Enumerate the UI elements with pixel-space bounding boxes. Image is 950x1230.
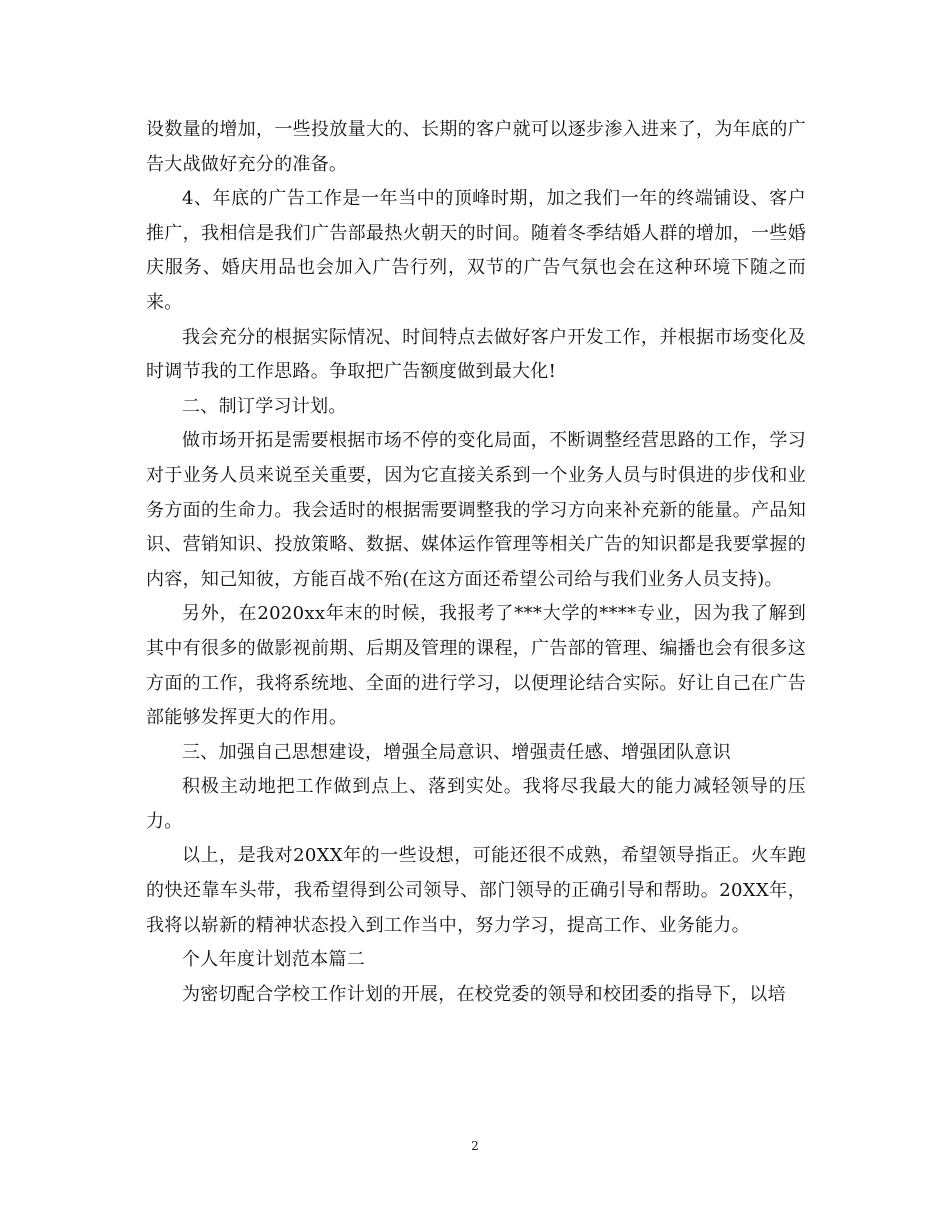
paragraph-year-end-advertising: 4、年底的广告工作是一年当中的顶峰时期，加之我们一年的终端铺设、客户推广，我相信是我们广告部最热火朝天的时间。随着冬季结婚人群的增加，一些婚庆服务、婚庆用品也会加入广告行列，双节的广告气氛也会在这种环境下随之而来。 <box>146 188 806 313</box>
paragraph-continuation: 设数量的增加，一些投放量大的、长期的客户就可以逐步渗入进来了，为年底的广告大战做好充分的准备。 <box>146 119 806 175</box>
section-heading-study-plan: 二、制订学习计划。 <box>182 395 347 417</box>
paragraph-summary: 以上，是我对20XX年的一些设想，可能还很不成熟，希望领导指正。火车跑的快还靠车头带，我希望得到公司领导、部门领导的正确引导和帮助。20XX年，我将以崭新的精神状态投入到工作当中，努力学习，提高工作、业务能力。 <box>146 845 806 936</box>
page-number: 2 <box>471 1139 479 1153</box>
section-heading-ideology: 三、加强自己思想建设，增强全局意识、增强责任感、增强团队意识 <box>182 741 731 763</box>
paragraph-market-study: 做市场开拓是需要根据市场不停的变化局面，不断调整经营思路的工作，学习对于业务人员来说至关重要，因为它直接关系到一个业务人员与时俱进的步伐和业务方面的生命力。我会适时的根据需要调整我的学习方向来补充新的能量。产品知识、营销知识、投放策略、数据、媒体运作管理等相关广告的知识都是我要掌握的内容，知己知彼，方能百战不殆(在这方面还希望公司给与我们业务人员支持)。 <box>146 430 806 590</box>
section-heading-template-two: 个人年度计划范本篇二 <box>182 949 365 971</box>
paragraph-work-practice: 积极主动地把工作做到点上、落到实处。我将尽我最大的能力减轻领导的压力。 <box>146 776 806 832</box>
paragraph-client-development: 我会充分的根据实际情况、时间特点去做好客户开发工作，并根据市场变化及时调节我的工作思路。争取把广告额度做到最大化! <box>146 326 806 383</box>
paragraph-school-plan: 为密切配合学校工作计划的开展，在校党委的领导和校团委的指导下，以培 <box>182 983 786 1005</box>
paragraph-university-enrollment: 另外，在2020xx年末的时候，我报考了***大学的****专业，因为我了解到其中有很多的做影视前期、后期及管理的课程，广告部的管理、编播也会有很多这方面的工作，我将系统地、全面的进行学习，以便理论结合实际。好让自己在广告部能够发挥更大的作用。 <box>146 603 806 729</box>
document-body <box>146 113 806 1012</box>
